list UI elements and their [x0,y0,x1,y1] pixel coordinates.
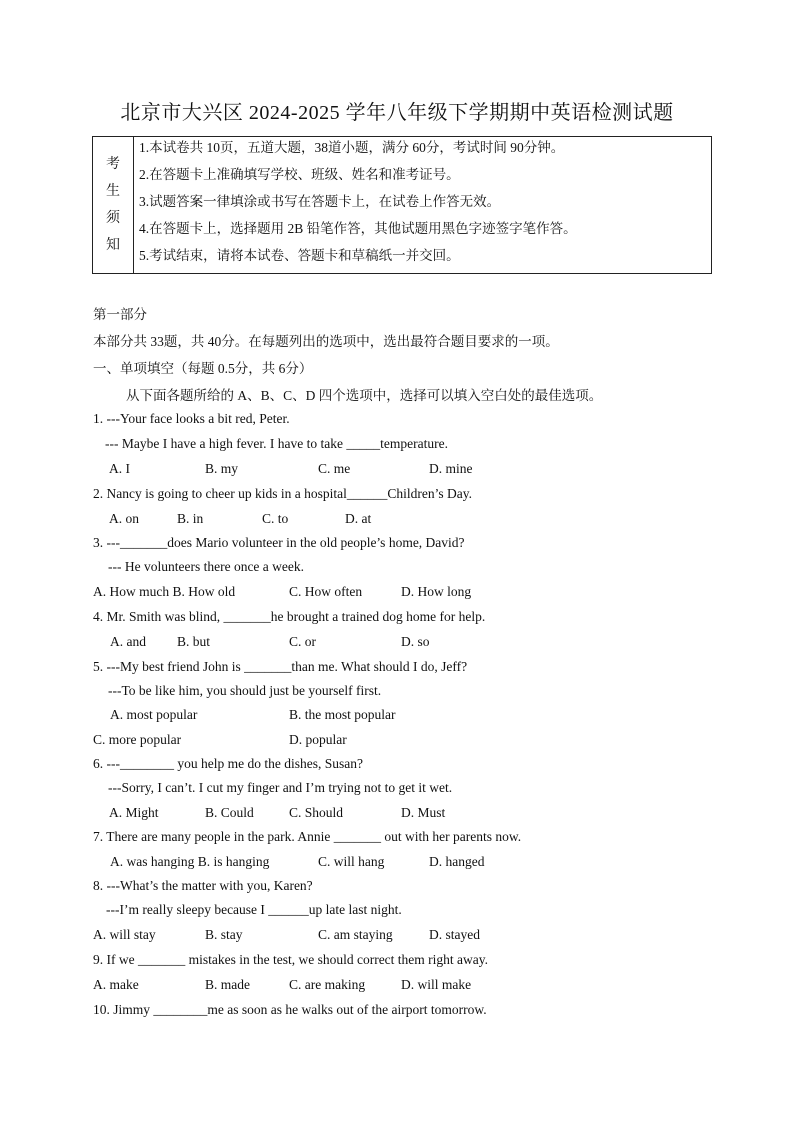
option-c: C. are making [289,977,366,992]
question-stem: 1. ---Your face looks a bit red, Peter. [93,411,290,426]
option-d: D. Must [401,805,446,820]
option-a: A. and [110,634,146,649]
notice-label-char: 须 [106,211,120,226]
part-heading: 第一部分 [93,307,147,322]
option-b: B. my [205,461,239,476]
question-stem: 4. Mr. Smith was blind, _______he brought a trained dog home for help. [93,609,486,624]
option-b: B. made [205,977,250,992]
option-ab: A. How much B. How old [93,584,236,599]
option-c: C. Should [289,805,344,820]
option-c: C. me [318,461,351,476]
notice-label-char: 考 [106,157,120,172]
option-d: D. popular [289,732,347,747]
question-stem: ---I’m really sleepy because I ______up late last night. [106,902,402,917]
notice-label-char: 知 [106,238,120,253]
question-stem: 7. There are many people in the park. Annie _______ out with her parents now. [93,829,522,844]
option-b: B. the most popular [289,707,396,722]
question-stem: 6. ---________ you help me do the dishes, Susan? [93,756,363,771]
option-ab: A. was hanging B. is hanging [110,854,270,869]
option-a: A. Might [109,805,159,820]
section-instruction: 从下面各题所给的 A、B、C、D 四个选项中，选择可以填入空白处的最佳选项。 [126,388,603,403]
notice-label [93,137,134,273]
option-b: B. stay [205,927,243,942]
option-c: C. or [289,634,316,649]
option-c: C. more popular [93,732,182,747]
notice-box [92,136,712,274]
option-a: A. make [93,977,139,992]
notice-item: 3.试题答案一律填涂或书写在答题卡上，在试卷上作答无效。 [139,194,501,209]
question-stem: 2. Nancy is going to cheer up kids in a hospital______Children’s Day. [93,486,472,501]
option-c: C. am staying [318,927,393,942]
notice-item: 5.考试结束，请将本试卷、答题卡和草稿纸一并交回。 [139,248,460,263]
option-d: D. will make [401,977,472,992]
option-b: B. Could [205,805,254,820]
page-title: 北京市大兴区 2024-2025 学年八年级下学期期中英语检测试题 [120,102,674,124]
notice-item: 4.在答题卡上，选择题用 2B 铅笔作答，其他试题用黑色字迹签字笔作答。 [139,221,577,236]
option-d: D. at [345,511,372,526]
question-stem: ---To be like him, you should just be yourself first. [108,683,382,698]
question-stem: --- Maybe I have a high fever. I have to take _____temperature. [105,436,448,451]
notice-label-char: 生 [106,184,120,199]
option-c: C. How often [289,584,363,599]
option-b: B. but [177,634,211,649]
notice-item: 1.本试卷共 10页，五道大题，38道小题，满分 60分，考试时间 90分钟。 [139,140,565,155]
part-intro: 本部分共 33题，共 40分。在每题列出的选项中，选出最符合题目要求的一项。 [93,334,559,349]
question-stem: 9. If we _______ mistakes in the test, we should correct them right away. [93,952,489,967]
question-stem: --- He volunteers there once a week. [108,559,305,574]
question-stem: 5. ---My best friend John is _______than me. What should I do, Jeff? [93,659,468,674]
option-a: A. most popular [110,707,198,722]
option-d: D. How long [401,584,472,599]
question-stem: ---Sorry, I can’t. I cut my finger and I’m trying not to get it wet. [108,780,453,795]
question-stem: 10. Jimmy ________me as soon as he walks out of the airport tomorrow. [93,1002,487,1017]
question-stem: 8. ---What’s the matter with you, Karen? [93,878,313,893]
option-c: C. will hang [318,854,385,869]
option-b: B. in [177,511,204,526]
question-stem: 3. ---_______does Mario volunteer in the old people’s home, David? [93,535,465,550]
notice-item: 2.在答题卡上准确填写学校、班级、姓名和准考证号。 [139,167,460,182]
option-d: D. hanged [429,854,485,869]
option-a: A. on [109,511,139,526]
option-c: C. to [262,511,289,526]
option-d: D. stayed [429,927,480,942]
section-title: 一、单项填空（每题 0.5分，共 6分） [93,361,313,376]
option-d: D. so [401,634,430,649]
notice-items [134,137,711,273]
option-d: D. mine [429,461,473,476]
option-a: A. will stay [93,927,156,942]
option-a: A. I [109,461,130,476]
